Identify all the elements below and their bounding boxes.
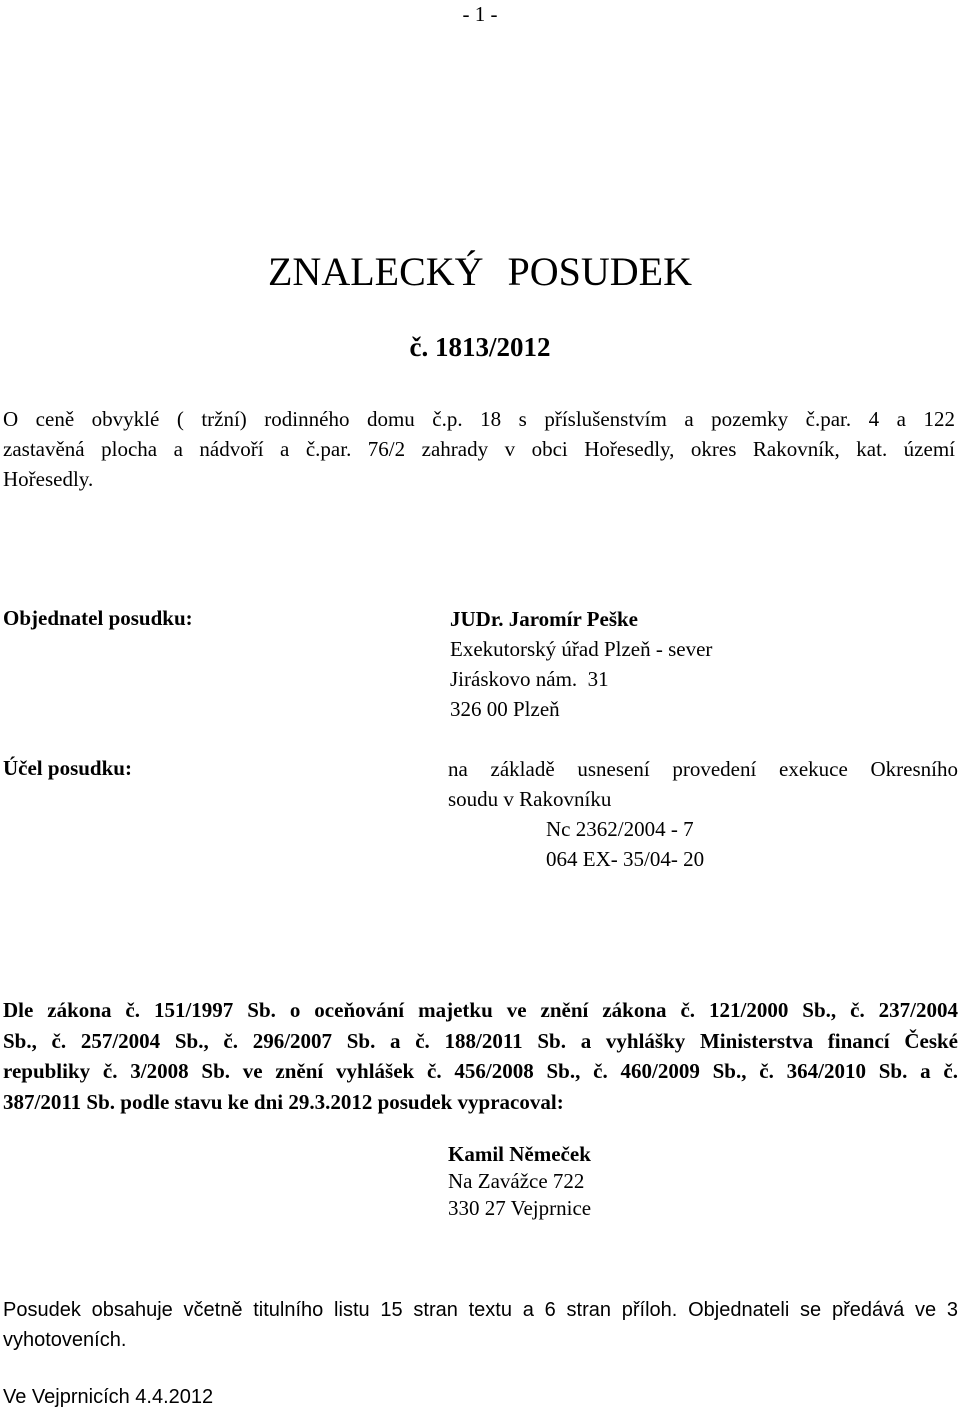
legal-line: Dle zákona č. 151/1997 Sb. o oceňování majetku ve znění zákona č. 121/2000 Sb., č. 237/2004 <box>3 998 958 1022</box>
author-block <box>448 1141 591 1222</box>
author-name: Kamil Němeček <box>448 1142 591 1166</box>
contents-note <box>3 1295 958 1355</box>
note-line: Posudek obsahuje včetně titulního listu 15 stran textu a 6 stran příloh. Objednateli se předává ve 3 <box>3 1299 958 1321</box>
legal-line: republiky č. 3/2008 Sb. ve znění vyhlášek č. 456/2008 Sb., č. 460/2009 Sb., č. 364/2010 Sb. a č. <box>3 1059 958 1083</box>
document-title: ZNALECKÝ POSUDEK <box>268 249 692 294</box>
purpose-block <box>448 754 958 874</box>
purpose-line: soudu v Rakovníku <box>448 787 612 811</box>
legal-basis-paragraph <box>3 995 958 1117</box>
case-reference: Nc 2362/2004 - 7 <box>546 817 694 841</box>
client-city: 326 00 Plzeň <box>450 697 560 721</box>
place-and-date: Ve Vejprnicích 4.4.2012 <box>3 1386 214 1408</box>
client-name: JUDr. Jaromír Peške <box>450 607 639 631</box>
subject-line: O ceně obvyklé ( tržní) rodinného domu č.p. 18 s příslušenstvím a pozemky č.par. 4 a 122 <box>3 407 955 431</box>
client-label: Objednatel posudku: <box>3 606 193 630</box>
subject-paragraph <box>3 404 955 494</box>
purpose-label: Účel posudku: <box>3 756 132 780</box>
purpose-line: na základě usnesení provedení exekuce Okresního <box>448 757 958 781</box>
document-number: č. 1813/2012 <box>409 332 551 362</box>
legal-line: Sb., č. 257/2004 Sb., č. 296/2007 Sb. a č. 188/2011 Sb. a vyhlášky Ministerstva financí České <box>3 1028 958 1053</box>
note-line: vyhotoveních. <box>3 1329 127 1351</box>
subject-line: zastavěná plocha a nádvoří a č.par. 76/2 zahrady v obci Hořesedly, okres Rakovník, kat. území <box>3 437 955 461</box>
client-street: Jiráskovo nám. 31 <box>450 667 609 691</box>
author-street: Na Zavážce 722 <box>448 1169 585 1193</box>
legal-line: 387/2011 Sb. podle stavu ke dni 29.3.2012 posudek vypracoval: <box>3 1089 564 1114</box>
client-office: Exekutorský úřad Plzeň - sever <box>450 637 713 661</box>
author-city: 330 27 Vejprnice <box>448 1196 592 1220</box>
page-number: - 1 - <box>462 2 498 26</box>
subject-line: Hořesedly. <box>3 467 94 491</box>
case-reference: 064 EX- 35/04- 20 <box>546 847 705 871</box>
client-block <box>450 604 960 724</box>
